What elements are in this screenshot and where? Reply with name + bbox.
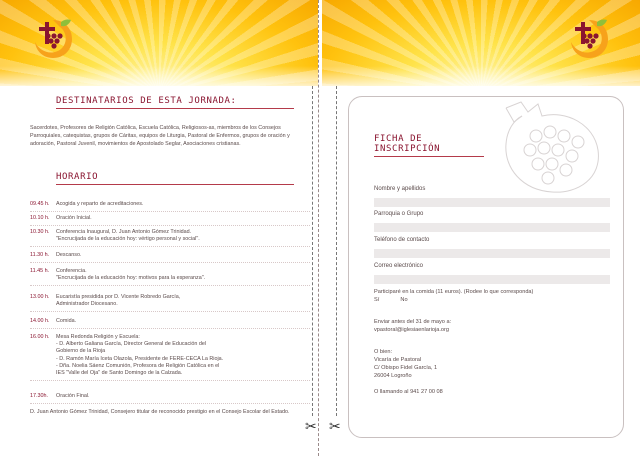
option-no[interactable]: No [400,297,408,303]
schedule-text: Administrador Diocesano. [56,301,118,308]
address-line: C/ Obispo Fidel García, 1 [374,365,438,371]
schedule-time: 09.45 h. [30,201,50,207]
ficha-heading: FICHA DE INSCRIPCIÓN [374,134,484,157]
schedule-text: Mesa Redonda Religión y Escuela: [56,334,140,340]
schedule-text: Eucaristía presidida por D. Vicente Robredo García, [56,294,181,300]
field-label: Parroquia o Grupo [374,211,424,217]
phone-field[interactable] [374,249,610,258]
schedule-time: 17.30h. [30,393,48,399]
destinatarios-heading: DESTINATARIOS DE ESTA JORNADA: [56,96,294,109]
schedule-row [30,334,310,381]
parish-field[interactable] [374,223,610,232]
schedule-text: Conferencia. [56,268,87,274]
schedule-time: 14.00 h. [30,318,50,324]
cut-line [312,86,313,416]
schedule-text: "Encrucijada de la educación hoy: motivos para la esperanza". [56,275,206,282]
schedule-row [30,294,310,312]
pomegranate-illustration [486,98,616,196]
schedule-row [30,252,310,263]
address-line: 26004 Logroño [374,373,412,379]
schedule-text: Gobierno de la Rioja [56,348,106,355]
send-email: vpastoral@iglesiaenlarioja.org [374,327,450,333]
field-label: Nombre y apellidos [374,186,426,192]
schedule-time: 10.30 h. [30,229,50,235]
right-page [322,0,640,456]
address-line: Vicaría de Pastoral [374,357,422,363]
schedule-text: Oración Final. [56,393,90,399]
field-label: Teléfono de contacto [374,237,430,243]
speaker-note: D. Juan Antonio Gómez Trinidad, Consejero titular de reconocido prestigio en el Consejo Escolar del Estado. [30,409,290,415]
schedule-text: Descanso. [56,252,82,258]
schedule-text: Oración Inicial. [56,215,92,221]
send-instructions [374,318,610,334]
schedule-row [30,215,310,226]
schedule-time: 11.45 h. [30,268,50,274]
destinatarios-text: Sacerdotes, Profesores de Religión Católica, Escuela Católica, Religiosos-as, miembros de los Consejos Parroquiales, catequistas, grupos de Cáritas, equipos de Liturgia, Pastoral de Enfermos, grupos de oración y adoración, Pastoral Juvenil, movimientos de Apostolado Seglar, Asociaciones cristianas. [30,125,290,147]
logo-cross-grapes-icon [30,16,76,62]
schedule-row [30,268,310,286]
schedule-text: Comida. [56,318,77,324]
schedule-row [30,229,310,247]
schedule-time: 10.10 h. [30,215,50,221]
schedule-text: - D. Ramón María Iceta Olazola, Presidente de FERE-CECA La Rioja. [56,355,224,362]
cut-line [336,86,337,416]
logo-cross-grapes-icon [566,16,612,62]
schedule-row [30,201,310,212]
email-field[interactable] [374,275,610,284]
schedule-text: "Encrucijada de la educación hoy: vértigo personal y social". [56,236,200,243]
schedule-text: - D. Alberto Galiana García, Director General de Educación del [56,341,207,348]
postal-address [374,348,610,380]
schedule-time: 16.00 h. [30,334,50,340]
schedule-row [30,393,310,404]
field-label: Correo electrónico [374,263,424,269]
name-field[interactable] [374,198,610,207]
scissors-icon: ✂ [305,418,317,434]
meal-question-text: Participaré en la comida (11 euros). (Rodee lo que corresponda) [374,289,534,295]
horario-heading: HORARIO [56,172,294,185]
send-deadline: Enviar antes del 31 de mayo a: [374,319,452,325]
phone-line: O llamando al 941 27 00 08 [374,389,443,395]
schedule-text: - Dña. Noelia Sáenz Comunión, Profesora de Religión Católica en el [56,362,220,369]
schedule-text: IES "Valle del Oja" de Santo Domingo de la Calzada. [56,370,183,377]
left-page [0,0,318,456]
schedule-text: Conferencia Inaugural, D. Juan Antonio Gómez Trinidad. [56,229,192,235]
schedule-time: 11.30 h. [30,252,50,258]
option-si[interactable]: Sí [374,297,380,303]
schedule-time: 13.00 h. [30,294,50,300]
or-label: O bien: [374,349,393,355]
schedule-row [30,318,310,329]
scissors-icon: ✂ [329,418,341,434]
schedule-text: Acogida y reparto de acreditaciones. [56,201,144,207]
meal-question [374,288,610,304]
